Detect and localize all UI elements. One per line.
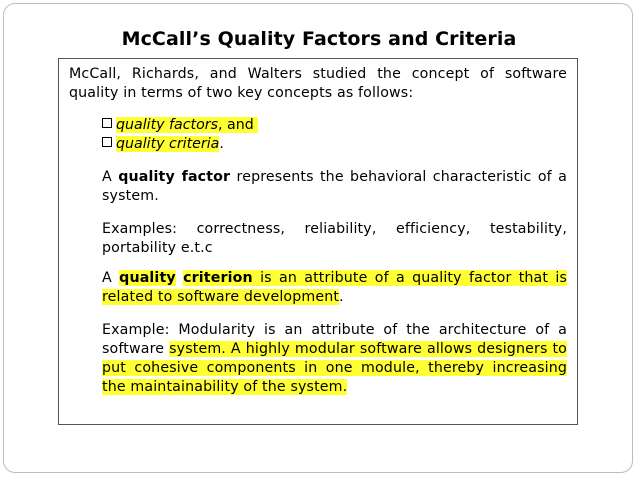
bullet-quality-factors [102, 116, 258, 135]
intro-paragraph: McCall, Richards, and Walters studied the concept of software quality in terms of two key concepts as follows: [69, 66, 567, 101]
slide-title: McCall’s Quality Factors and Criteria [121, 28, 517, 50]
bullet-term: quality criteria [116, 136, 220, 152]
checkbox-bullet-icon [102, 118, 112, 128]
criterion-example: Example: Modularity is an attribute of the architecture of a software system. A highly modular software allows designers to put cohesive components in one module, thereby increasing the maintainability of the system. [102, 322, 567, 395]
term-quality-factor: quality factor [118, 169, 231, 185]
term-criterion: criterion [183, 270, 253, 286]
bullet-suffix: , and [218, 117, 254, 133]
criterion-definition: A quality criterion is an attribute of a quality factor that is related to software development. [102, 270, 568, 305]
checkbox-bullet-icon [102, 137, 112, 147]
bullet-term: quality factors [116, 117, 219, 133]
bullet-quality-criteria [102, 135, 224, 154]
factor-definition: A quality factor represents the behavioral characteristic of a system. [102, 169, 567, 204]
highlighted-text: system. A highly modular software allows designers to put cohesive components in one module, thereby increasing the maintainability of the system. [102, 341, 567, 395]
content-box [58, 58, 578, 425]
term-quality: quality [119, 270, 176, 286]
bullet-suffix: . [219, 136, 224, 152]
factor-examples: Examples: correctness, reliability, efficiency, testability, portability e.t.c [102, 221, 567, 256]
